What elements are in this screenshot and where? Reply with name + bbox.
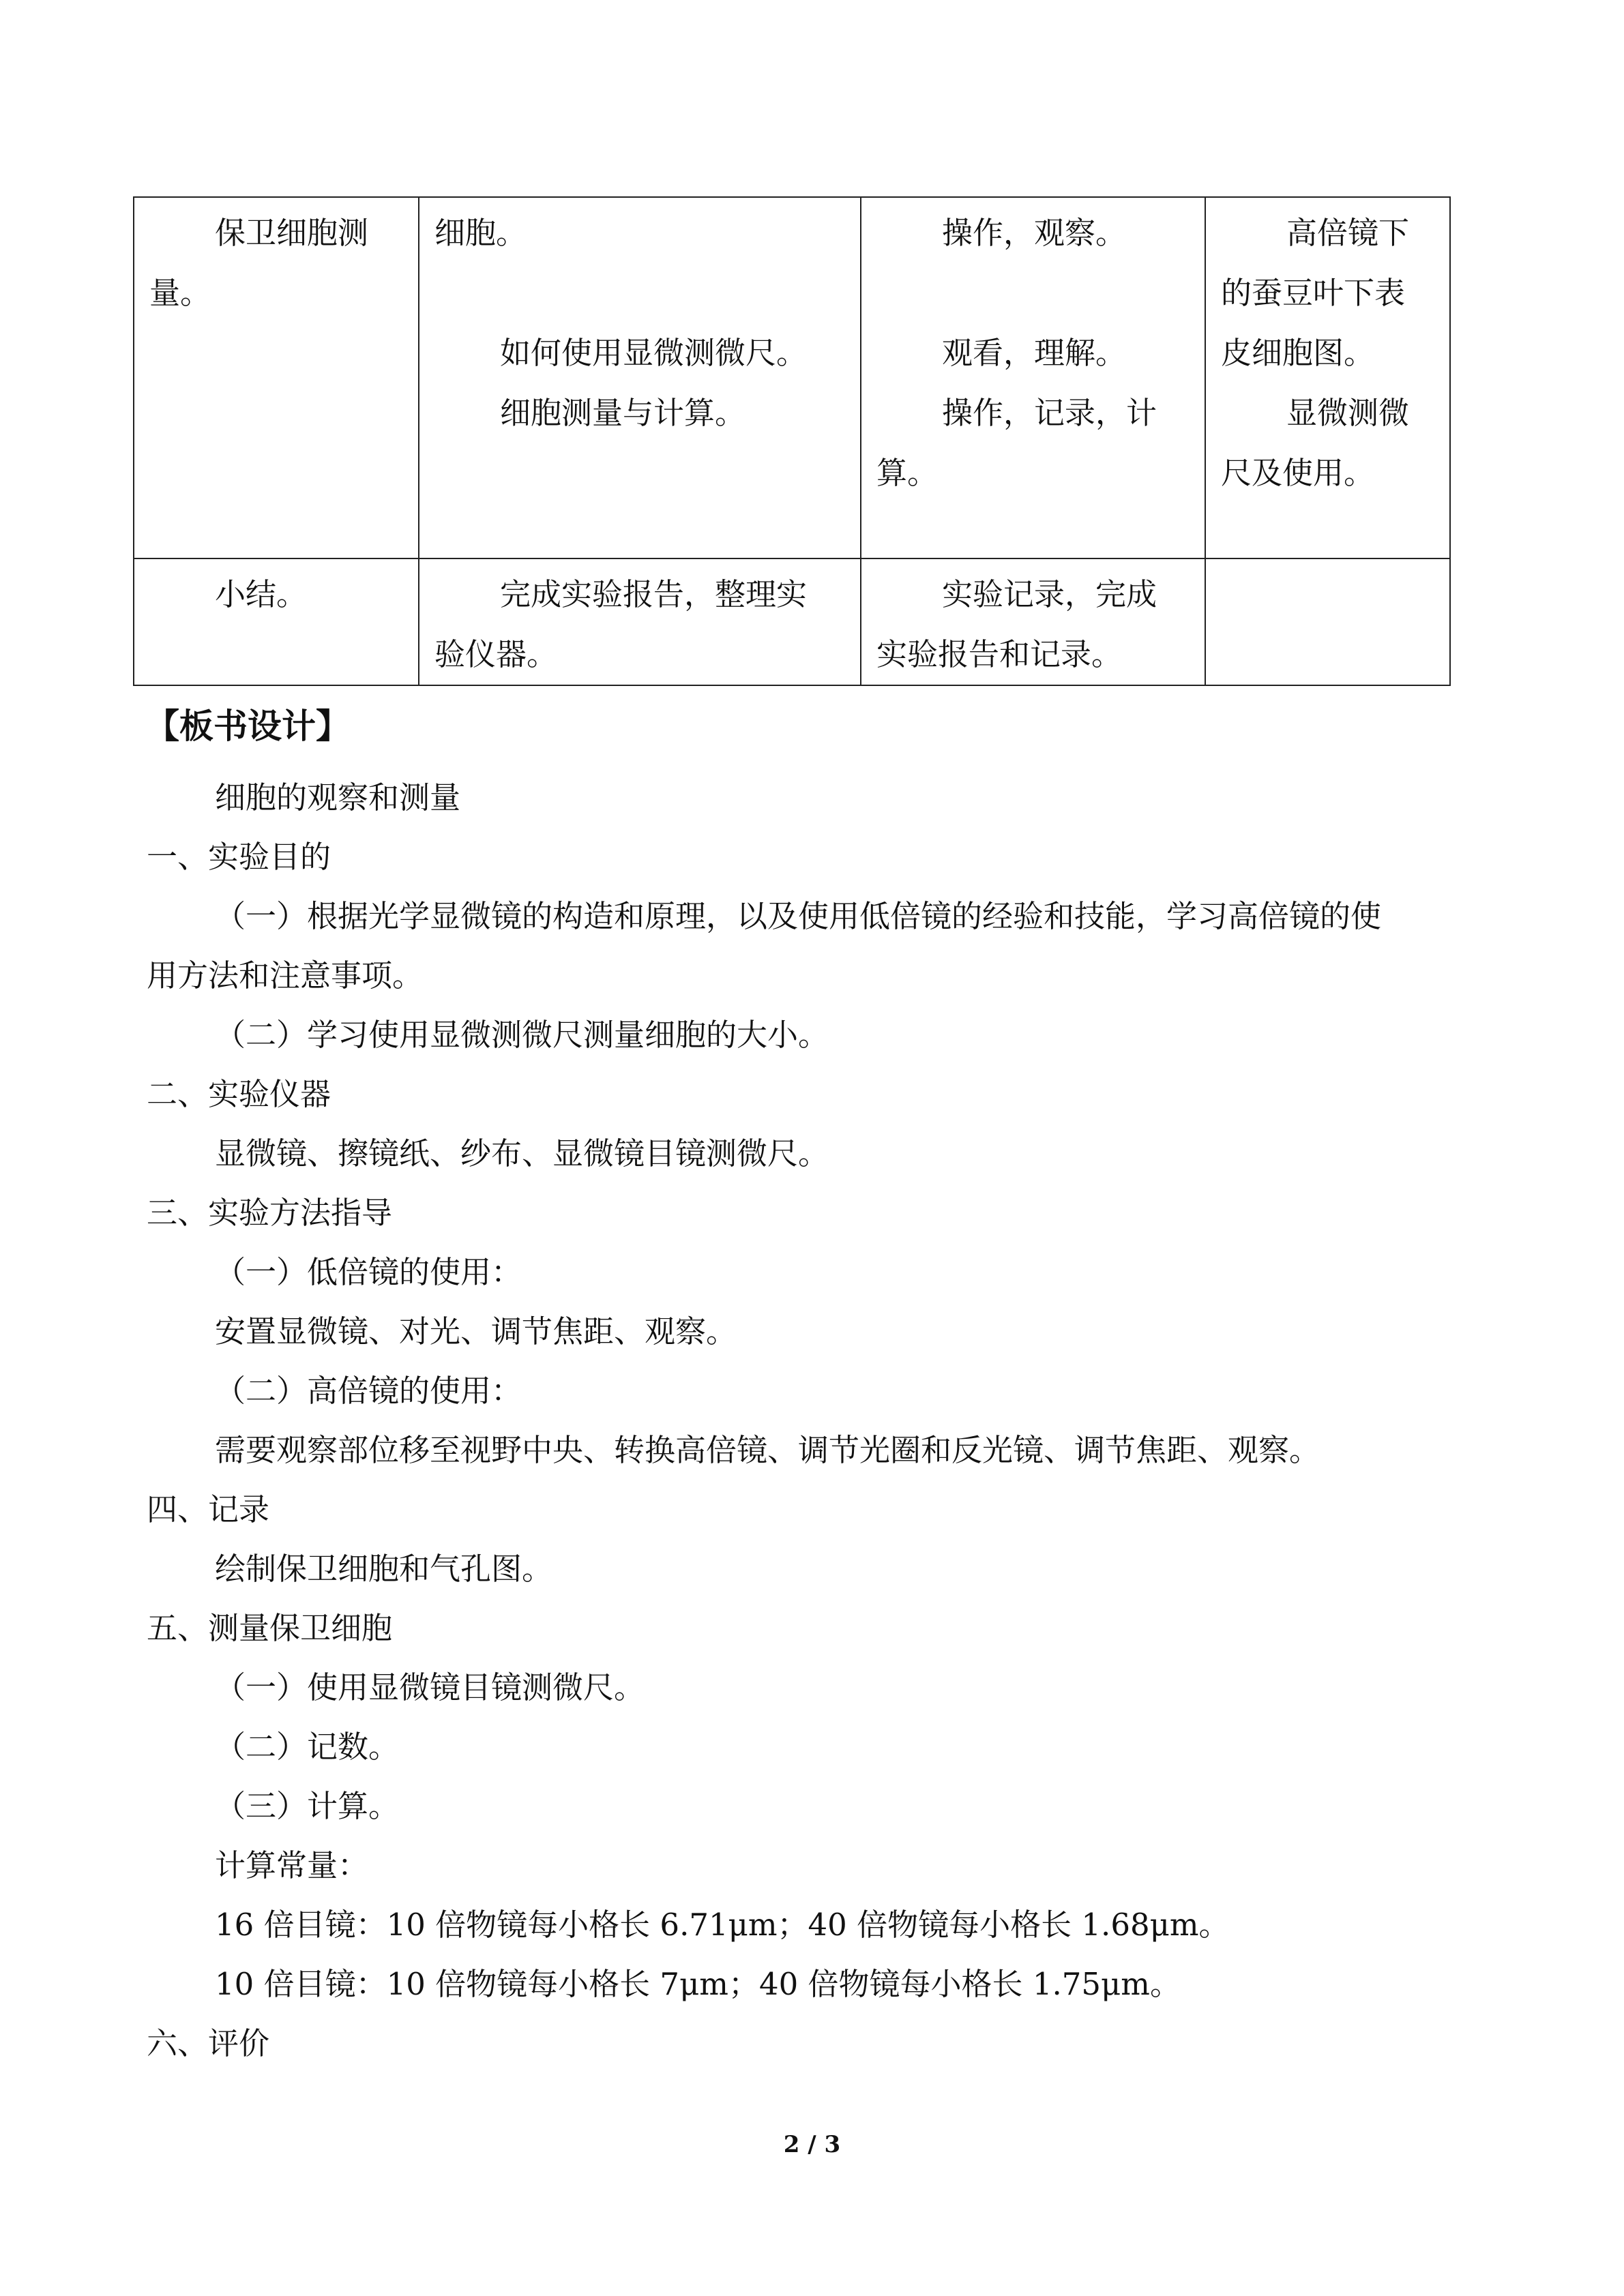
body-line: 16 倍目镜：10 倍物镜每小格长 6.71μm；40 倍物镜每小格长 1.68μm。 — [215, 1907, 1230, 1943]
cell-text: 的蚕豆叶下表 — [1221, 275, 1406, 311]
cell-text: 细胞。 — [434, 215, 527, 251]
table-row — [134, 558, 1450, 685]
cell-text: 验仪器。 — [434, 636, 558, 672]
board-title: 细胞的观察和测量 — [215, 779, 461, 816]
body-line: （一）根据光学显微镜的构造和原理，以及使用低倍镜的经验和技能，学习高倍镜的使 — [215, 898, 1382, 934]
cell-text: 实验报告和记录。 — [876, 636, 1123, 672]
table-cell-media — [1205, 197, 1450, 558]
body-line: 10 倍目镜：10 倍物镜每小格长 7μm；40 倍物镜每小格长 1.75μm。 — [215, 1966, 1181, 2002]
cell-text: 皮细胞图。 — [1221, 335, 1375, 371]
cell-text: 完成实验报告，整理实 — [500, 576, 808, 612]
cell-text: 如何使用显微测微尺。 — [500, 335, 808, 371]
table-cell-media — [1205, 558, 1450, 685]
body-line: （二）高倍镜的使用： — [215, 1373, 522, 1409]
section-heading-line: 二、实验仪器 — [147, 1076, 331, 1112]
cell-text: 显微测微 — [1286, 395, 1410, 431]
cell-text: 高倍镜下 — [1286, 215, 1410, 251]
cell-spacer — [434, 263, 845, 323]
table-row — [134, 197, 1450, 558]
cell-text: 实验记录，完成 — [942, 576, 1157, 612]
body-line: （三）计算。 — [215, 1788, 400, 1824]
page-number: 2 / 3 — [783, 2131, 841, 2158]
body-line: （一）使用显微镜目镜测微尺。 — [215, 1669, 645, 1705]
section-heading-line: 四、记录 — [147, 1491, 270, 1527]
lesson-plan-table — [133, 196, 1451, 686]
cell-text: 量。 — [149, 275, 211, 311]
body-line: 计算常量： — [215, 1847, 369, 1883]
table-cell-step — [134, 197, 419, 558]
body-line: 用方法和注意事项。 — [147, 957, 424, 994]
section-heading-line: 五、测量保卫细胞 — [147, 1610, 393, 1646]
body-line: （二）记数。 — [215, 1729, 400, 1765]
cell-text: 操作，记录，计 — [942, 395, 1157, 431]
table-cell-student — [861, 197, 1205, 558]
board-design-heading: 【板书设计】 — [145, 706, 350, 746]
table-cell-teacher — [419, 558, 861, 685]
body-line: （二）学习使用显微测微尺测量细胞的大小。 — [215, 1017, 829, 1053]
cell-text: 观看，理解。 — [942, 335, 1127, 371]
body-line: （一）低倍镜的使用： — [215, 1254, 522, 1290]
cell-spacer — [876, 263, 1190, 323]
section-heading-line: 一、实验目的 — [147, 839, 331, 875]
cell-text: 尺及使用。 — [1221, 455, 1375, 491]
cell-text: 操作，观察。 — [942, 215, 1127, 251]
table-cell-teacher — [419, 197, 861, 558]
section-heading-line: 六、评价 — [147, 2025, 270, 2061]
body-line: 需要观察部位移至视野中央、转换高倍镜、调节光圈和反光镜、调节焦距、观察。 — [215, 1432, 1320, 1468]
table-cell-student — [861, 558, 1205, 685]
cell-text: 细胞测量与计算。 — [500, 395, 746, 431]
cell-text: 小结。 — [215, 576, 308, 612]
cell-text: 保卫细胞测 — [215, 215, 369, 251]
body-line: 安置显微镜、对光、调节焦距、观察。 — [215, 1313, 737, 1350]
cell-text: 算。 — [876, 455, 939, 491]
body-line: 绘制保卫细胞和气孔图。 — [215, 1551, 553, 1587]
body-line: 显微镜、擦镜纸、纱布、显微镜目镜测微尺。 — [215, 1135, 829, 1172]
section-heading-line: 三、实验方法指导 — [147, 1195, 393, 1231]
table-cell-step — [134, 558, 419, 685]
